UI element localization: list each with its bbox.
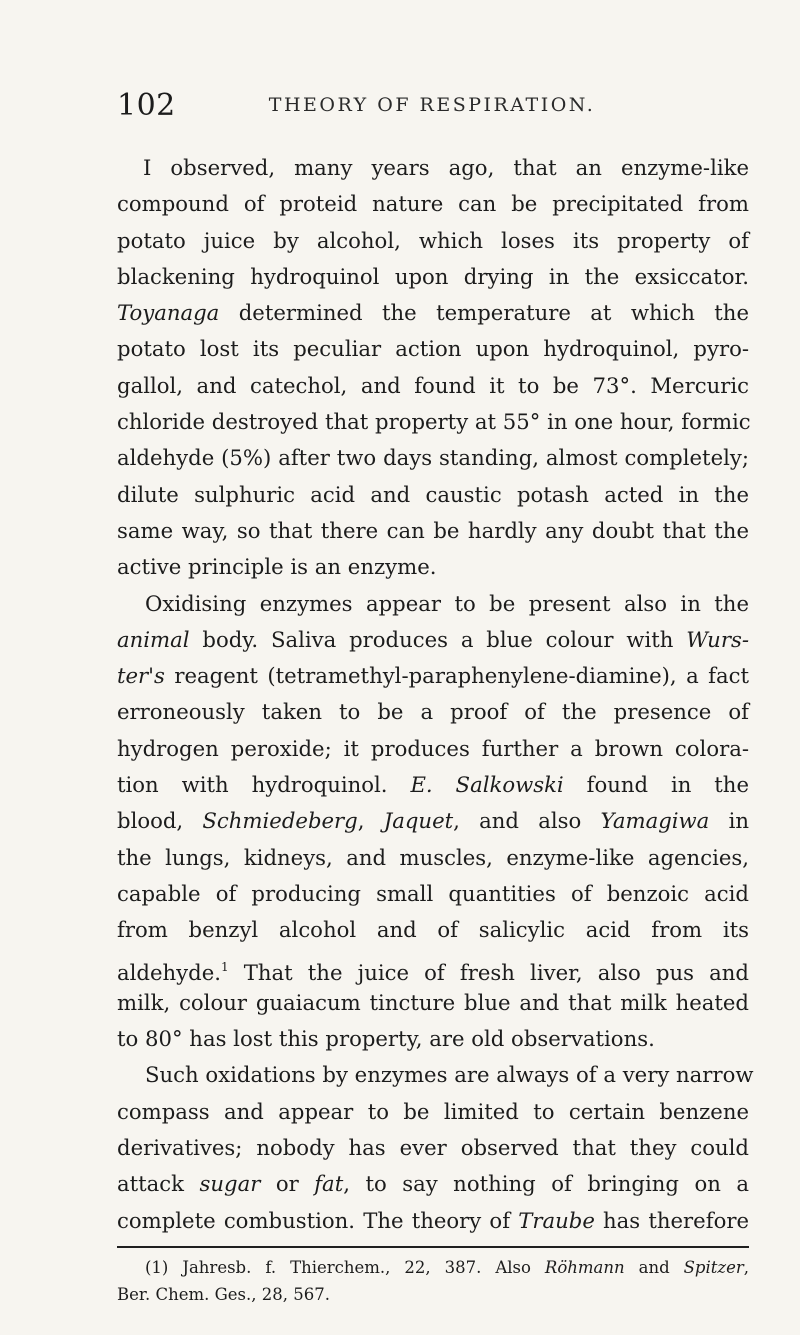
- text-line: aldehyde (5%) after two days standing, almost completely;: [117, 445, 749, 471]
- text-line: Toyanaga determined the temperature at which the: [117, 300, 749, 326]
- text-line: erroneously taken to be a proof of the presence of: [117, 699, 749, 725]
- author-name: Yamagiwa: [600, 808, 710, 834]
- text-line: potato juice by alcohol, which loses its property of: [117, 227, 749, 253]
- text-line: tion with hydroquinol. E. Salkowski found in the: [117, 772, 749, 798]
- text-line: ter's reagent (tetramethyl-paraphenylene-diamine), a fact: [117, 663, 749, 689]
- text-line: blood, Schmiedeberg, Jaquet, and also Yamagiwa in: [117, 808, 749, 834]
- text-line: hydrogen peroxide; it produces further a brown colora-: [117, 735, 749, 761]
- author-name: Traube: [518, 1207, 595, 1233]
- text-line: active principle is an enzyme.: [117, 554, 437, 580]
- text-line: I observed, many years ago, that an enzyme-like: [143, 155, 749, 180]
- text-line: compound of proteid nature can be precipitated from: [117, 191, 749, 217]
- author-name: Spitzer: [683, 1258, 744, 1277]
- text-line: to 80° has lost this property, are old observations.: [117, 1026, 655, 1052]
- body-text: [117, 150, 754, 1239]
- text-line: animal body. Saliva produces a blue colour with Wurs-: [117, 626, 749, 652]
- text-line: complete combustion. The theory of Traube has therefore: [117, 1207, 749, 1233]
- text-line: Such oxidations by enzymes are always of a very narrow: [145, 1062, 754, 1088]
- author-name: E. Salkowski: [410, 772, 564, 798]
- text-line: milk, colour guaiacum tincture blue and that milk heated: [117, 989, 749, 1015]
- author-name: Schmiedeberg: [202, 808, 358, 834]
- text-line: chloride destroyed that property at 55° in one hour, formic: [117, 409, 751, 435]
- page-header: [117, 88, 747, 128]
- text-line: aldehyde.$^1$ That the juice of fresh liver, also pus and: [117, 959, 749, 985]
- emphasis: sugar: [199, 1171, 261, 1197]
- text-line: derivatives; nobody has ever observed that they could: [117, 1135, 749, 1161]
- page-number: 102: [117, 88, 176, 123]
- emphasis: animal: [117, 626, 190, 652]
- text-line: capable of producing small quantities of benzoic acid: [117, 880, 749, 906]
- footnote-line: Ber. Chem. Ges., 28, 567.: [117, 1285, 330, 1304]
- author-name: Wurs-: [686, 626, 749, 652]
- text-line: compass and appear to be limited to certain benzene: [117, 1098, 749, 1124]
- text-line: Oxidising enzymes appear to be present also in the: [145, 590, 749, 616]
- author-name: Jaquet: [383, 808, 454, 834]
- footnote-marker: 1: [220, 959, 229, 974]
- text-line: from benzyl alcohol and of salicylic acid from its: [117, 917, 749, 943]
- text-line: same way, so that there can be hardly any doubt that the: [117, 517, 749, 543]
- text-line: dilute sulphuric acid and caustic potash acted in the: [117, 481, 749, 507]
- author-name: Röhmann: [544, 1258, 625, 1277]
- text-line: gallol, and catechol, and found it to be 73°. Mercuric: [117, 372, 749, 398]
- footnote-divider: [117, 1246, 749, 1248]
- text-line: attack sugar or fat, to say nothing of bringing on a: [117, 1171, 749, 1197]
- text-line: potato lost its peculiar action upon hydroquinol, pyro-: [117, 336, 749, 362]
- text-line: the lungs, kidneys, and muscles, enzyme-like agencies,: [117, 844, 749, 870]
- running-title: THEORY OF RESPIRATION.: [268, 94, 596, 116]
- emphasis: fat: [314, 1171, 344, 1197]
- author-name: Toyanaga: [117, 300, 220, 326]
- footnote-line: (1) Jahresb. f. Thierchem., 22, 387. Also Röhmann and Spitzer,: [145, 1258, 749, 1277]
- text-line: blackening hydroquinol upon drying in the exsiccator.: [117, 263, 749, 289]
- author-name: ter's: [117, 663, 165, 689]
- footnote: [117, 1254, 749, 1308]
